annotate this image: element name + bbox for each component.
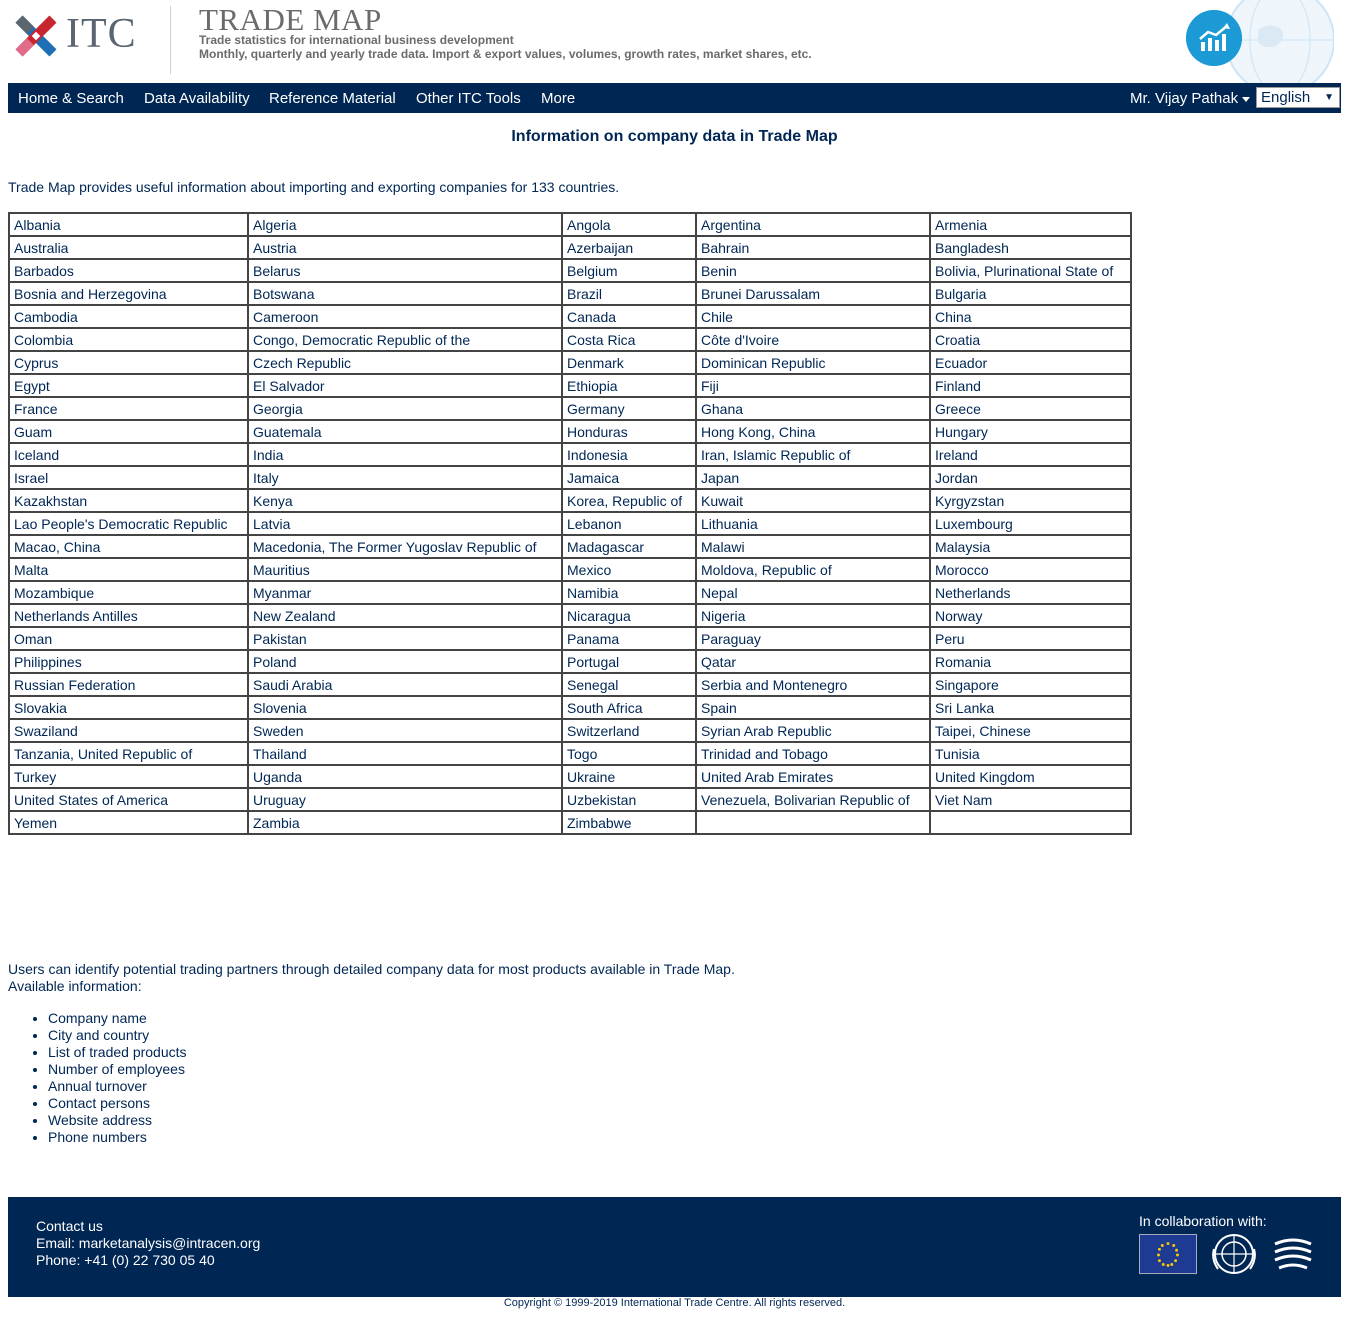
table-row: [9, 466, 1131, 489]
country-cell: Dominican Republic: [696, 351, 930, 374]
country-cell: Venezuela, Bolivarian Republic of: [696, 788, 930, 811]
table-row: [9, 742, 1131, 765]
country-cell: Mexico: [562, 558, 696, 581]
country-cell: Croatia: [930, 328, 1131, 351]
contact-email[interactable]: Email: marketanalysis@intracen.org: [36, 1235, 261, 1251]
country-cell: Malawi: [696, 535, 930, 558]
table-row: [9, 696, 1131, 719]
country-cell: Namibia: [562, 581, 696, 604]
user-name: Mr. Vijay Pathak: [1130, 90, 1239, 107]
country-cell: Kenya: [248, 489, 562, 512]
user-menu[interactable]: [1130, 90, 1250, 107]
country-cell: Bulgaria: [930, 282, 1131, 305]
country-cell: Colombia: [9, 328, 248, 351]
table-row: [9, 213, 1131, 236]
country-cell: Portugal: [562, 650, 696, 673]
contact-title: Contact us: [36, 1218, 103, 1234]
table-row: [9, 512, 1131, 535]
footer: [8, 1197, 1341, 1297]
available-info-heading: Available information:: [8, 978, 142, 994]
country-cell: Nigeria: [696, 604, 930, 627]
country-cell: Oman: [9, 627, 248, 650]
table-row: [9, 604, 1131, 627]
country-cell: Algeria: [248, 213, 562, 236]
table-row: [9, 420, 1131, 443]
country-cell: Trinidad and Tobago: [696, 742, 930, 765]
country-cell: Lebanon: [562, 512, 696, 535]
country-cell: Botswana: [248, 282, 562, 305]
language-value: English: [1261, 89, 1311, 106]
list-item: • Phone numbers: [48, 1129, 187, 1146]
country-cell: Netherlands: [930, 581, 1131, 604]
wto-logo-icon[interactable]: [1271, 1234, 1315, 1274]
un-emblem-icon[interactable]: [1210, 1231, 1258, 1277]
page-title: Information on company data in Trade Map: [511, 128, 838, 145]
trade-map-tagline: Monthly, quarterly and yearly trade data. Import & export values, volumes, growth rates, market shares, etc.: [199, 47, 812, 61]
country-cell: Congo, Democratic Republic of the: [248, 328, 562, 351]
country-cell: Lao People's Democratic Republic: [9, 512, 248, 535]
trade-map-subtitle: Trade statistics for international business development: [199, 33, 514, 47]
table-row: [9, 535, 1131, 558]
country-cell: Australia: [9, 236, 248, 259]
country-cell: Iceland: [9, 443, 248, 466]
country-cell: China: [930, 305, 1131, 328]
country-cell: Uganda: [248, 765, 562, 788]
country-cell: Guam: [9, 420, 248, 443]
country-cell: Myanmar: [248, 581, 562, 604]
country-cell: Slovenia: [248, 696, 562, 719]
table-row: [9, 558, 1131, 581]
dropdown-arrow-icon: ▼: [1324, 92, 1334, 103]
table-row: [9, 443, 1131, 466]
list-item: • Company name: [48, 1010, 187, 1027]
country-cell: Austria: [248, 236, 562, 259]
country-cell: Jamaica: [562, 466, 696, 489]
country-cell: Chile: [696, 305, 930, 328]
country-cell: Belgium: [562, 259, 696, 282]
country-cell: Morocco: [930, 558, 1131, 581]
country-cell: Bosnia and Herzegovina: [9, 282, 248, 305]
country-cell: Italy: [248, 466, 562, 489]
country-cell: Tanzania, United Republic of: [9, 742, 248, 765]
country-cell: Honduras: [562, 420, 696, 443]
nav-more[interactable]: More: [541, 90, 576, 107]
trade-map-title[interactable]: TRADE MAP: [199, 2, 382, 37]
nav-home-search[interactable]: Home & Search: [18, 90, 124, 107]
country-cell: Jordan: [930, 466, 1131, 489]
country-cell: Iran, Islamic Republic of: [696, 443, 930, 466]
country-cell: Swaziland: [9, 719, 248, 742]
country-cell: Senegal: [562, 673, 696, 696]
country-cell: Hungary: [930, 420, 1131, 443]
country-cell: Russian Federation: [9, 673, 248, 696]
country-cell: Uruguay: [248, 788, 562, 811]
country-cell: Spain: [696, 696, 930, 719]
country-cell: Saudi Arabia: [248, 673, 562, 696]
country-cell: Kyrgyzstan: [930, 489, 1131, 512]
country-cell: Georgia: [248, 397, 562, 420]
country-cell: Serbia and Montenegro: [696, 673, 930, 696]
country-cell: Taipei, Chinese: [930, 719, 1131, 742]
country-cell: Egypt: [9, 374, 248, 397]
country-cell: [930, 811, 1131, 834]
country-cell: Zimbabwe: [562, 811, 696, 834]
country-cell: Romania: [930, 650, 1131, 673]
country-cell: Ecuador: [930, 351, 1131, 374]
country-cell: Greece: [930, 397, 1131, 420]
list-item: • City and country: [48, 1027, 187, 1044]
table-row: [9, 351, 1131, 374]
country-cell: United Arab Emirates: [696, 765, 930, 788]
country-cell: Poland: [248, 650, 562, 673]
country-cell: Czech Republic: [248, 351, 562, 374]
countries-table-body: [9, 213, 1131, 834]
table-row: [9, 627, 1131, 650]
country-cell: Kuwait: [696, 489, 930, 512]
country-cell: Sweden: [248, 719, 562, 742]
country-cell: Finland: [930, 374, 1131, 397]
country-cell: Brunei Darussalam: [696, 282, 930, 305]
nav-data-availability[interactable]: Data Availability: [144, 90, 250, 107]
country-cell: Switzerland: [562, 719, 696, 742]
country-cell: Barbados: [9, 259, 248, 282]
header-divider: [170, 6, 171, 74]
country-cell: Panama: [562, 627, 696, 650]
table-row: [9, 719, 1131, 742]
country-cell: Mauritius: [248, 558, 562, 581]
table-row: [9, 811, 1131, 834]
contact-phone: Phone: +41 (0) 22 730 05 40: [36, 1252, 215, 1268]
itc-logo-icon[interactable]: [8, 8, 64, 64]
country-cell: Norway: [930, 604, 1131, 627]
country-cell: Pakistan: [248, 627, 562, 650]
country-cell: Luxembourg: [930, 512, 1131, 535]
nav-other-itc-tools[interactable]: Other ITC Tools: [416, 90, 521, 107]
contact-block: [36, 1218, 260, 1269]
country-cell: New Zealand: [248, 604, 562, 627]
nav-reference-material[interactable]: Reference Material: [269, 90, 396, 107]
country-cell: Denmark: [562, 351, 696, 374]
country-cell: Ukraine: [562, 765, 696, 788]
country-cell: Kazakhstan: [9, 489, 248, 512]
language-select[interactable]: [1256, 87, 1340, 108]
country-cell: Turkey: [9, 765, 248, 788]
country-cell: United Kingdom: [930, 765, 1131, 788]
country-cell: Sri Lanka: [930, 696, 1131, 719]
list-item: • Website address: [48, 1112, 187, 1129]
list-item: • List of traded products: [48, 1044, 187, 1061]
country-cell: Madagascar: [562, 535, 696, 558]
country-cell: Togo: [562, 742, 696, 765]
country-cell: Mozambique: [9, 581, 248, 604]
table-row: [9, 374, 1131, 397]
country-cell: Netherlands Antilles: [9, 604, 248, 627]
country-cell: Cyprus: [9, 351, 248, 374]
country-cell: Malta: [9, 558, 248, 581]
country-cell: Korea, Republic of: [562, 489, 696, 512]
country-cell: Côte d'Ivoire: [696, 328, 930, 351]
intro-text: Trade Map provides useful information about importing and exporting companies for 133 countries.: [8, 179, 620, 195]
country-cell: Albania: [9, 213, 248, 236]
country-cell: Paraguay: [696, 627, 930, 650]
table-row: [9, 236, 1131, 259]
countries-table: [8, 212, 1132, 835]
country-cell: Armenia: [930, 213, 1131, 236]
table-row: [9, 305, 1131, 328]
country-cell: Nepal: [696, 581, 930, 604]
table-row: [9, 650, 1131, 673]
country-cell: Zambia: [248, 811, 562, 834]
country-cell: Macao, China: [9, 535, 248, 558]
country-cell: Singapore: [930, 673, 1131, 696]
country-cell: Benin: [696, 259, 930, 282]
country-cell: Hong Kong, China: [696, 420, 930, 443]
country-cell: Yemen: [9, 811, 248, 834]
main-navbar: [8, 83, 1341, 113]
trade-chart-icon: [1186, 10, 1242, 66]
country-cell: [696, 811, 930, 834]
country-cell: Costa Rica: [562, 328, 696, 351]
country-cell: Moldova, Republic of: [696, 558, 930, 581]
country-cell: Latvia: [248, 512, 562, 535]
table-row: [9, 259, 1131, 282]
table-row: [9, 282, 1131, 305]
country-cell: Uzbekistan: [562, 788, 696, 811]
country-cell: Guatemala: [248, 420, 562, 443]
country-cell: Brazil: [562, 282, 696, 305]
itc-wordmark[interactable]: ITC: [66, 11, 137, 57]
country-cell: Slovakia: [9, 696, 248, 719]
country-cell: Ghana: [696, 397, 930, 420]
country-cell: Tunisia: [930, 742, 1131, 765]
available-info-list: [8, 1010, 187, 1146]
country-cell: El Salvador: [248, 374, 562, 397]
table-row: [9, 397, 1131, 420]
country-cell: India: [248, 443, 562, 466]
table-row: [9, 328, 1131, 351]
country-cell: Bangladesh: [930, 236, 1131, 259]
copyright-text: Copyright © 1999-2019 International Trade Centre. All rights reserved.: [503, 1297, 846, 1309]
header: [0, 0, 1349, 83]
list-item: • Contact persons: [48, 1095, 187, 1112]
country-cell: Bolivia, Plurinational State of: [930, 259, 1131, 282]
country-cell: Syrian Arab Republic: [696, 719, 930, 742]
country-cell: Japan: [696, 466, 930, 489]
country-cell: Ireland: [930, 443, 1131, 466]
chevron-down-icon: [1242, 97, 1250, 102]
table-row: [9, 489, 1131, 512]
country-cell: Peru: [930, 627, 1131, 650]
info-paragraph: Users can identify potential trading partners through detailed company data for most products available in Trade Map.: [8, 961, 735, 977]
table-row: [9, 673, 1131, 696]
country-cell: Argentina: [696, 213, 930, 236]
country-cell: Nicaragua: [562, 604, 696, 627]
country-cell: Lithuania: [696, 512, 930, 535]
country-cell: Fiji: [696, 374, 930, 397]
country-cell: Azerbaijan: [562, 236, 696, 259]
country-cell: Philippines: [9, 650, 248, 673]
country-cell: Ethiopia: [562, 374, 696, 397]
country-cell: Israel: [9, 466, 248, 489]
country-cell: Bahrain: [696, 236, 930, 259]
collaboration-label: In collaboration with:: [1139, 1213, 1267, 1229]
table-row: [9, 788, 1131, 811]
country-cell: Angola: [562, 213, 696, 236]
table-row: [9, 765, 1131, 788]
country-cell: South Africa: [562, 696, 696, 719]
country-cell: Cambodia: [9, 305, 248, 328]
country-cell: Cameroon: [248, 305, 562, 328]
list-item: • Annual turnover: [48, 1078, 187, 1095]
country-cell: France: [9, 397, 248, 420]
country-cell: United States of America: [9, 788, 248, 811]
country-cell: Indonesia: [562, 443, 696, 466]
country-cell: Macedonia, The Former Yugoslav Republic of: [248, 535, 562, 558]
table-row: [9, 581, 1131, 604]
list-item: • Number of employees: [48, 1061, 187, 1078]
country-cell: Canada: [562, 305, 696, 328]
country-cell: Belarus: [248, 259, 562, 282]
country-cell: Viet Nam: [930, 788, 1131, 811]
country-cell: Germany: [562, 397, 696, 420]
country-cell: Malaysia: [930, 535, 1131, 558]
eu-flag-icon[interactable]: [1139, 1234, 1197, 1274]
country-cell: Thailand: [248, 742, 562, 765]
country-cell: Qatar: [696, 650, 930, 673]
